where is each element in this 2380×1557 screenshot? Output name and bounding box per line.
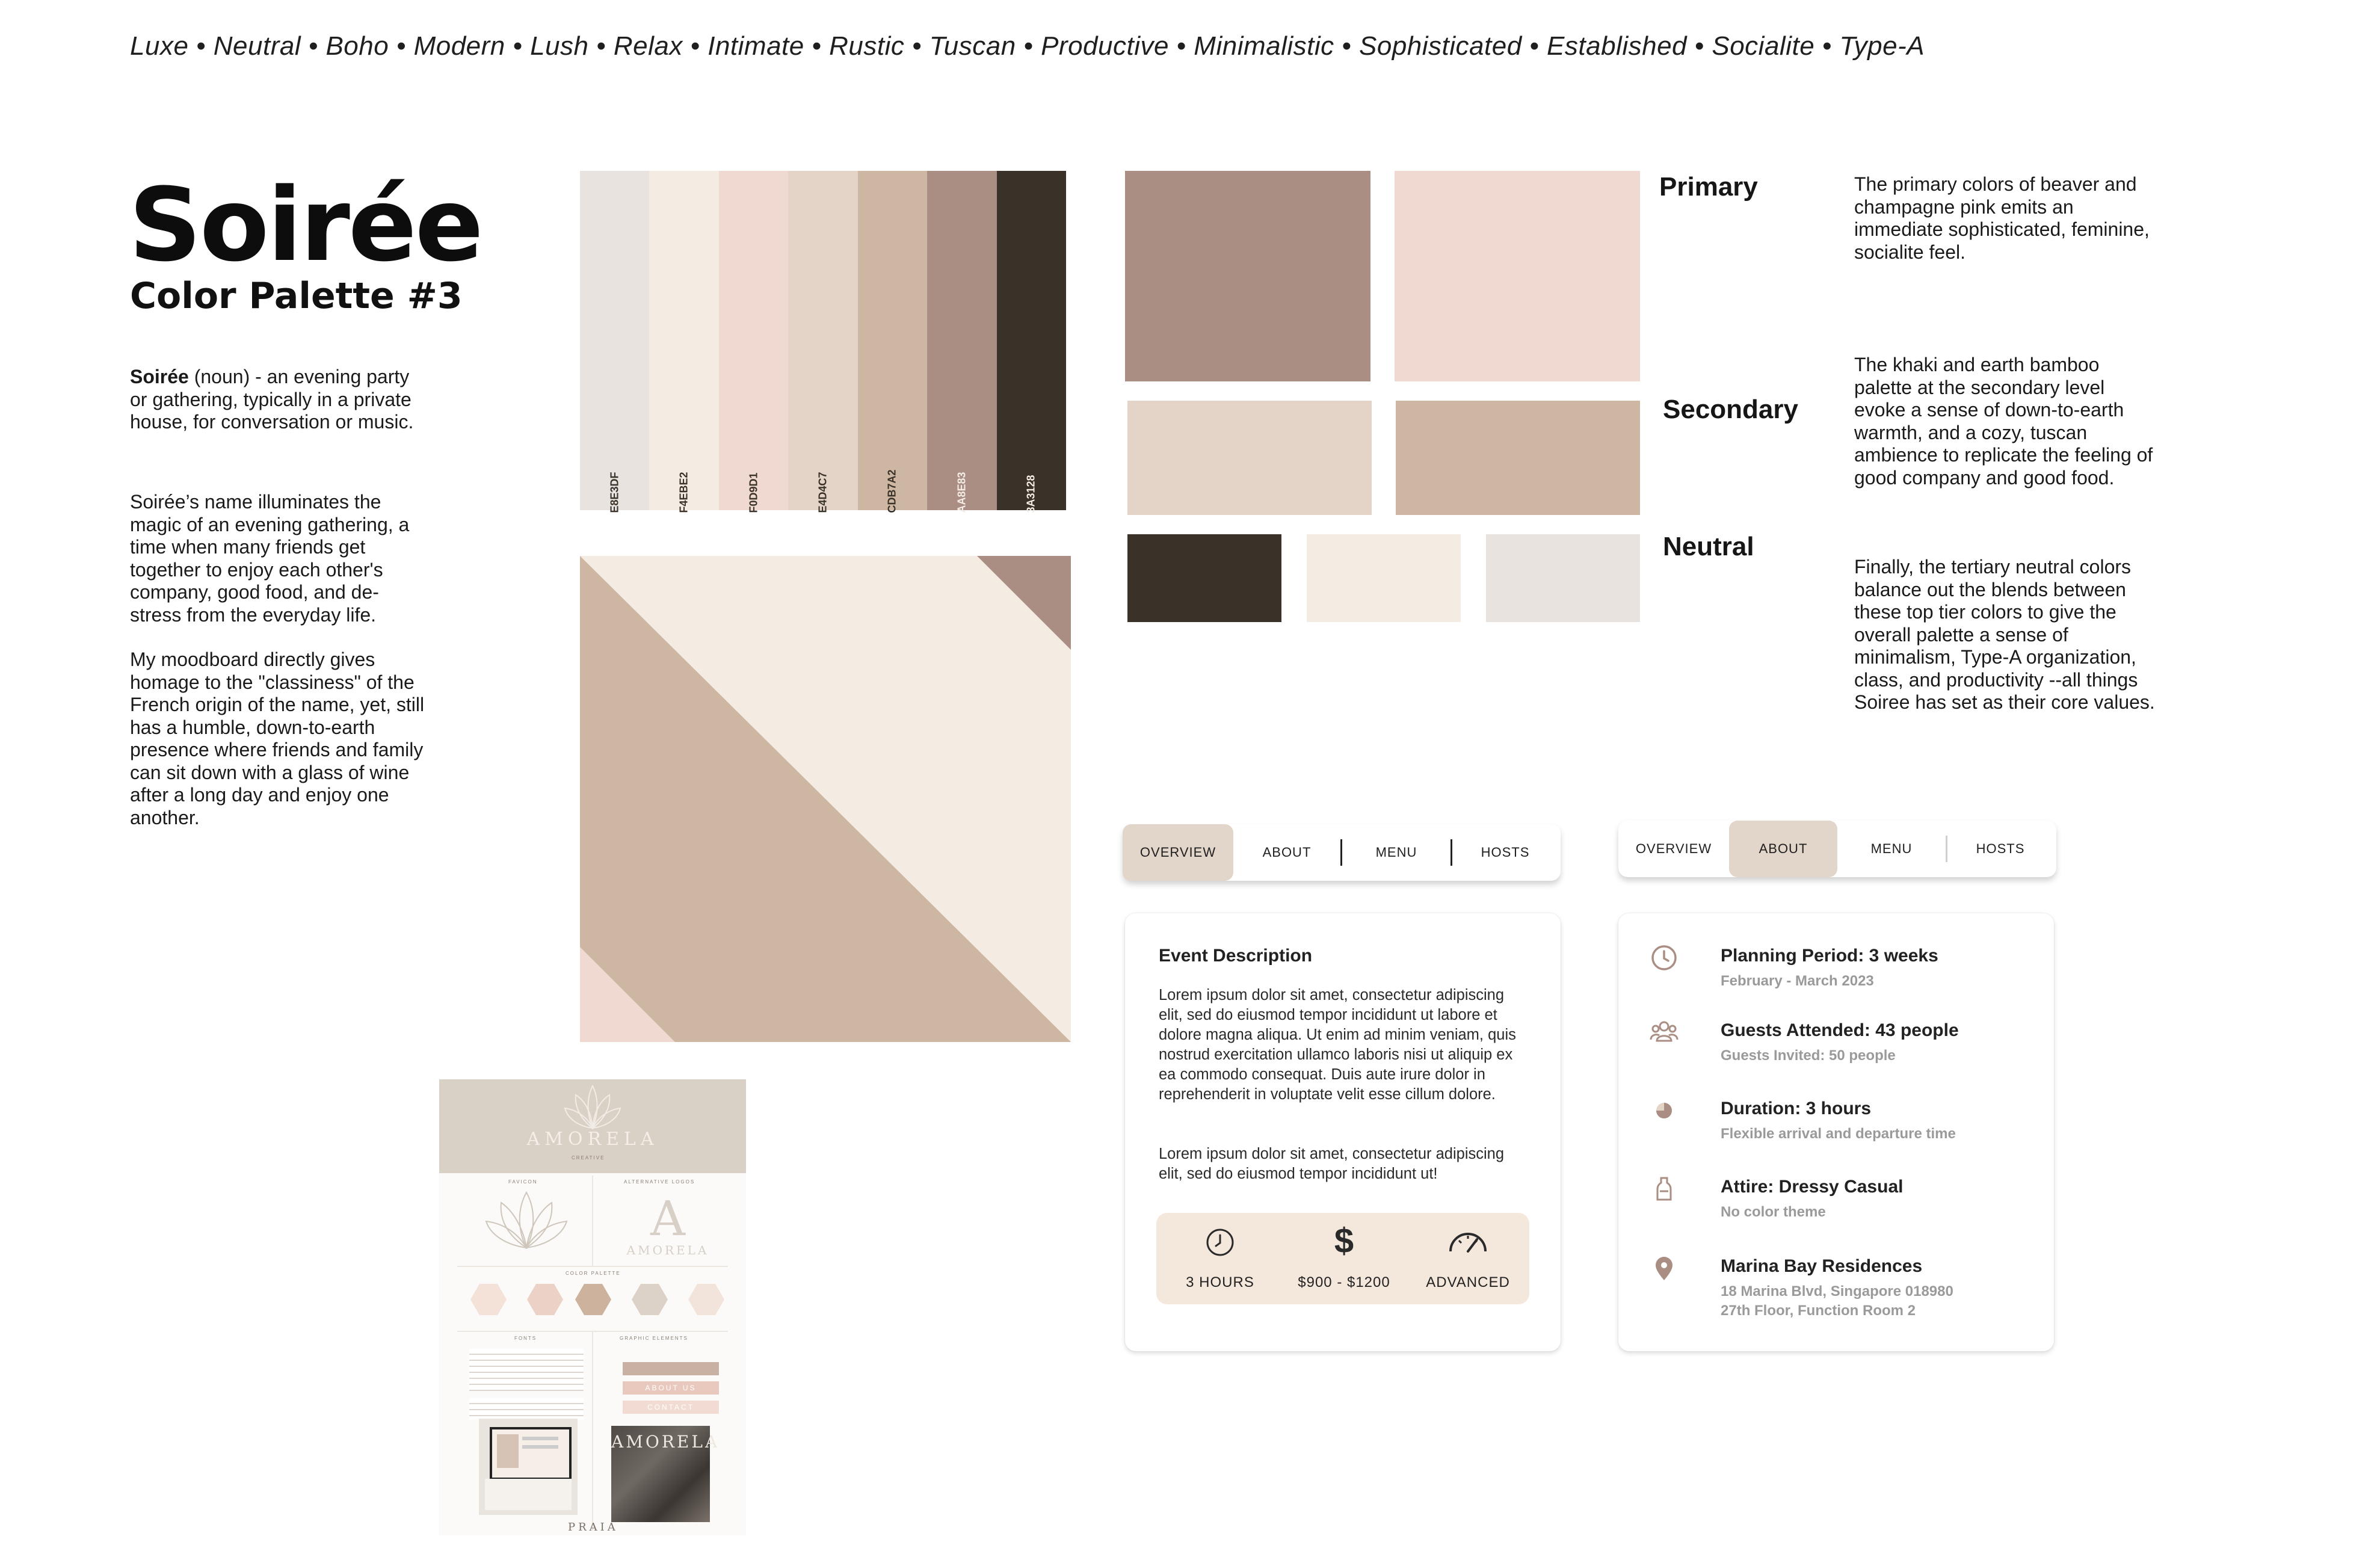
clock-icon [1648,942,1680,973]
swatch-7 [997,171,1066,513]
graphic-bar-contact: CONTACT [623,1401,719,1414]
detail-title: Attire: Dressy Casual [1721,1177,1904,1197]
moodboard-section-graphics: GRAPHIC ELEMENTS [620,1336,688,1341]
graphic-bar [623,1362,719,1375]
detail-sub: Guests Invited: 50 people [1721,1047,1896,1064]
event-details-card [1618,913,2054,1351]
detail-sub: 18 Marina Blvd, Singapore 018980 [1721,1283,1953,1300]
swatch-2 [649,171,718,513]
tab-bar-about [1618,821,2056,877]
divider [457,1266,728,1267]
detail-title: Marina Bay Residences [1721,1256,1923,1276]
primary-swatch-champagne [1395,171,1640,381]
palette-hex [527,1284,563,1315]
moodboard-section-palette: COLOR PALETTE [566,1271,621,1276]
divider [592,1332,593,1531]
tab-hosts[interactable]: HOSTS [1481,845,1530,860]
neutral-label: Neutral [1663,532,1754,561]
brand-photo-word: AMORELA [611,1432,720,1452]
primary-label: Primary [1659,172,1758,202]
secondary-swatch-bamboo [1396,401,1640,515]
font-sample [469,1349,584,1391]
event-description-card [1125,913,1561,1351]
tab-about[interactable]: ABOUT [1729,821,1837,877]
moodboard-tagline: CREATIVE [572,1155,605,1161]
swatch-code: CDB7A2 [886,469,898,513]
clock-icon [1204,1226,1236,1259]
palette-hex [632,1284,668,1315]
triangle-artwork [580,556,1071,1042]
bottle-icon [1648,1173,1680,1204]
location-pin-icon [1648,1253,1680,1284]
detail-planning [1648,942,2033,990]
moodboard-paragraph: My moodboard directly gives homage to the "classiness" of the French origin of the name, yet, still has a humble, down-to-earth presence where friends and family can sit down with a glass of wine after a long day and enjoy one another. [130,649,425,828]
palette-hex [688,1284,724,1315]
stat-label: ADVANCED [1426,1274,1510,1290]
swatch-code: F4EBE2 [677,472,690,513]
stat-label: $900 - $1200 [1298,1274,1390,1290]
pie-icon [1648,1095,1680,1126]
secondary-label: Secondary [1663,395,1798,424]
secondary-swatch-khaki [1127,401,1372,515]
swatch-code: AA8E83 [955,472,968,513]
swatch-code: E8E3DF [608,472,621,513]
moodboard-section-logos: ALTERNATIVE LOGOS [624,1179,695,1185]
neutral-description: Finally, the tertiary neutral colors balance out the blends between these top tier colors to give the overall palette a sense of minimalism, Type-A organization, class, and productivity --all things Soiree has set as their core values. [1854,556,2155,713]
definition-paragraph [130,366,425,434]
detail-location [1648,1253,2033,1325]
swatch-6 [927,171,996,513]
definition-text: (noun) - an evening party or gathering, typically in a private house, for conversation or music. [130,366,414,433]
swatch-code: F0D9D1 [747,472,760,513]
font-sample [469,1398,584,1420]
palette-hex [575,1284,611,1315]
moodboard-footer: PRAIA [568,1521,618,1534]
tab-bar-overview [1123,824,1561,881]
detail-title: Planning Period: 3 weeks [1721,946,1938,966]
dollar-icon: $ [1334,1221,1354,1260]
secondary-description: The khaki and earth bamboo palette at the secondary level evoke a sense of down-to-earth warmth, and a cozy, tuscan ambience to replicate the feeling of good company and good food. [1854,354,2153,489]
detail-title: Guests Attended: 43 people [1721,1020,1959,1040]
palette-hex [470,1284,507,1315]
laptop-mockup [479,1419,578,1515]
event-stats [1156,1213,1529,1304]
lotus-logo-icon [563,1083,623,1131]
moodboard-section-fonts: FONTS [514,1336,537,1341]
keywords-line: Luxe • Neutral • Boho • Modern • Lush • Relax • Intimate • Rustic • Tuscan • Productive • Minimalistic • Sophisticated • Established • Socialite • Type-A [130,31,1925,61]
detail-guests [1648,1017,2033,1065]
detail-sub: Flexible arrival and departure time [1721,1126,1956,1142]
moodboard-brand: AMORELA [526,1129,659,1150]
brand-photo [611,1426,720,1522]
swatch-strip [580,171,1066,513]
lotus-favicon-icon [481,1188,572,1254]
alternative-logo-word: AMORELA [626,1243,709,1257]
detail-sub-2: 27th Floor, Function Room 2 [1721,1303,1916,1319]
tab-overview[interactable]: OVERVIEW [1123,824,1233,881]
swatch-5 [858,171,927,513]
detail-attire [1648,1173,2033,1221]
divider [592,1176,593,1266]
tab-menu[interactable]: MENU [1375,845,1417,860]
swatch-1 [580,171,649,513]
detail-title: Duration: 3 hours [1721,1099,1872,1118]
tab-about[interactable]: ABOUT [1262,845,1312,860]
neutral-swatch-light [1486,534,1640,622]
swatch-code: 3A3128 [1025,475,1037,513]
detail-duration [1648,1095,2033,1143]
name-paragraph: Soirée’s name illuminates the magic of an evening gathering, a time when many friends get together to enjoy each other's company, good food, and de-stress from the everyday life. [130,491,410,626]
alternative-logo-letter: A [650,1191,685,1247]
gauge-icon [1447,1226,1489,1256]
tab-hosts[interactable]: HOSTS [1976,841,2025,856]
detail-sub: February - March 2023 [1721,973,1874,989]
swatch-3 [719,171,788,513]
detail-sub: No color theme [1721,1204,1826,1220]
moodboard-section-favicon: FAVICON [508,1179,538,1185]
primary-swatch-beaver [1125,171,1370,381]
moodboard-thumbnail [439,1079,746,1535]
tab-overview[interactable]: OVERVIEW [1635,841,1712,856]
swatch-4 [788,171,857,513]
tab-menu[interactable]: MENU [1870,841,1913,856]
page-subtitle: Color Palette #3 [130,275,463,317]
stat-label: 3 HOURS [1186,1274,1254,1290]
swatch-code: E4D4C7 [816,472,829,513]
definition-term: Soirée [130,366,189,387]
primary-description: The primary colors of beaver and champagne pink emits an immediate sophisticated, feminine, socialite feel. [1854,173,2150,263]
people-icon [1648,1017,1680,1048]
neutral-swatch-cream [1307,534,1461,622]
card-title: Event Description [1159,946,1313,966]
neutral-swatch-dark [1127,534,1281,622]
card-body-2: Lorem ipsum dolor sit amet, consectetur adipiscing elit, sed do eiusmod tempor incididunt ut! [1159,1145,1505,1182]
card-body-1: Lorem ipsum dolor sit amet, consectetur adipiscing elit, sed do eiusmod tempor incididunt ut labore et dolore magna aliqua. Ut enim ad minim veniam, quis nostrud exercitation ullamco laboris nisi ut aliquip ex ea commodo consequat. Duis aute irure dolor in reprehenderit in voluptate velit esse cillum dolore. [1159,987,1516,1103]
graphic-bar-about: ABOUT US [623,1381,719,1395]
page-title: Soirée [129,166,482,284]
